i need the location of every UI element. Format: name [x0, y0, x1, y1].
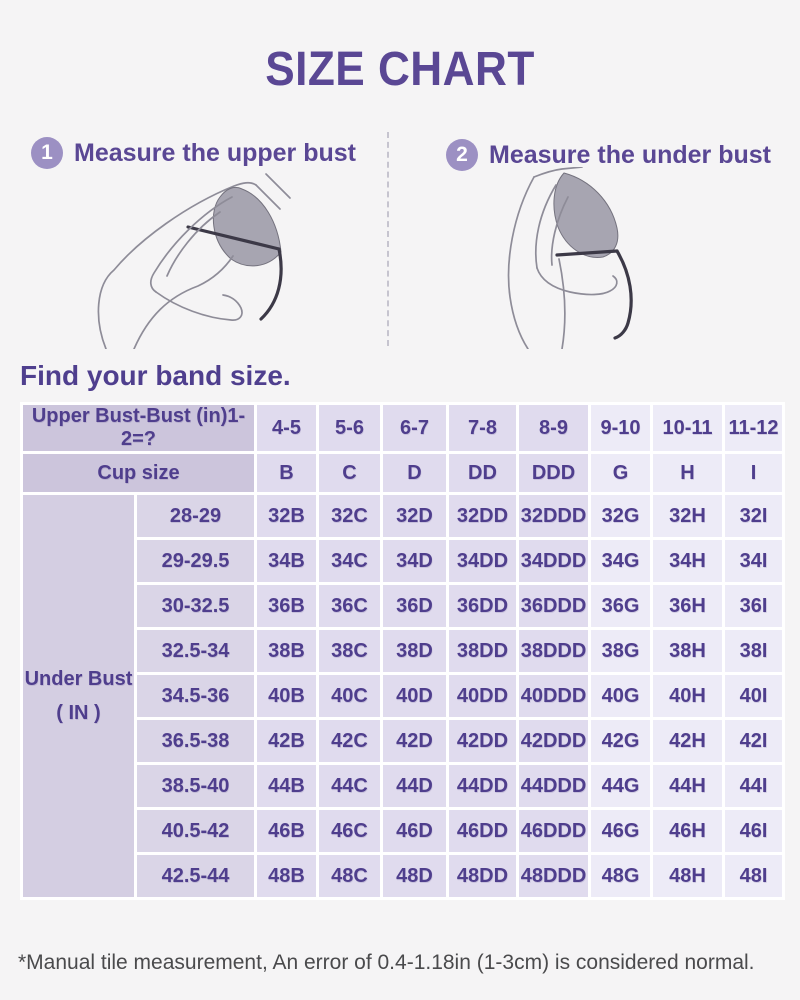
bra-size-cell: 42H [652, 719, 724, 764]
bra-size-cell: 32DDD [518, 494, 590, 539]
size-table-body [22, 404, 784, 899]
bra-size-cell: 38D [382, 629, 448, 674]
bra-size-cell: 34C [318, 539, 382, 584]
under-bust-range-cell: 42.5-44 [136, 854, 256, 899]
measurement-footnote: *Manual tile measurement, An error of 0.4-1.18in (1-3cm) is considered normal. [18, 951, 755, 974]
diff-header-cell: 9-10 [590, 404, 652, 453]
bra-size-cell: 48DDD [518, 854, 590, 899]
size-table-row [22, 629, 784, 674]
bra-size-cell: 46DDD [518, 809, 590, 854]
step-1 [31, 136, 356, 170]
bra-size-cell: 42DDD [518, 719, 590, 764]
bra-size-cell: 44D [382, 764, 448, 809]
under-bust-label-line1: Under Bust [24, 668, 133, 690]
step-2-number-badge: 2 [446, 139, 478, 171]
bra-size-cell: 48C [318, 854, 382, 899]
bra-size-cell: 36G [590, 584, 652, 629]
cup-size-cell: D [382, 453, 448, 494]
bra-size-cell: 36B [256, 584, 318, 629]
bra-size-cell: 38B [256, 629, 318, 674]
bra-size-cell: 32G [590, 494, 652, 539]
under-bust-range-cell: 40.5-42 [136, 809, 256, 854]
page-title: SIZE CHART [265, 43, 535, 96]
bra-size-cell: 40H [652, 674, 724, 719]
under-bust-range-cell: 38.5-40 [136, 764, 256, 809]
bra-size-cell: 46G [590, 809, 652, 854]
bra-size-cell: 46DD [448, 809, 518, 854]
bra-size-cell: 42D [382, 719, 448, 764]
bra-size-cell: 36I [724, 584, 784, 629]
bra-size-cell: 44G [590, 764, 652, 809]
diff-header-cell: 10-11 [652, 404, 724, 453]
bra-size-cell: 44H [652, 764, 724, 809]
diff-header-cell: 5-6 [318, 404, 382, 453]
diff-header-cell: 11-12 [724, 404, 784, 453]
bra-size-cell: 46I [724, 809, 784, 854]
bra-size-cell: 34I [724, 539, 784, 584]
diff-header-cell: 6-7 [382, 404, 448, 453]
bra-size-cell: 42DD [448, 719, 518, 764]
bra-size-cell: 44C [318, 764, 382, 809]
size-table-row [22, 494, 784, 539]
bra-size-cell: 40DD [448, 674, 518, 719]
cup-size-cell: I [724, 453, 784, 494]
bra-size-cell: 40C [318, 674, 382, 719]
bra-size-cell: 34H [652, 539, 724, 584]
diff-header-cell: 8-9 [518, 404, 590, 453]
bra-size-cell: 48DD [448, 854, 518, 899]
size-table-row [22, 854, 784, 899]
bra-size-cell: 40DDD [518, 674, 590, 719]
under-bust-range-cell: 36.5-38 [136, 719, 256, 764]
upper-bust-figure-illustration [92, 167, 392, 349]
bra-size-cell: 34B [256, 539, 318, 584]
bra-size-cell: 34G [590, 539, 652, 584]
bra-size-cell: 42I [724, 719, 784, 764]
cup-size-cell: B [256, 453, 318, 494]
bra-size-cell: 44I [724, 764, 784, 809]
under-bust-figure-illustration [438, 167, 738, 349]
cup-size-label-cell: Cup size [22, 453, 256, 494]
bra-size-cell: 46H [652, 809, 724, 854]
size-table [20, 402, 785, 900]
bra-size-cell: 38I [724, 629, 784, 674]
cup-size-cell: H [652, 453, 724, 494]
cup-size-cell: C [318, 453, 382, 494]
bra-size-cell: 44DDD [518, 764, 590, 809]
under-bust-range-cell: 34.5-36 [136, 674, 256, 719]
bra-size-cell: 38DD [448, 629, 518, 674]
under-bust-side-label-cell [22, 494, 136, 899]
bra-size-cell: 38H [652, 629, 724, 674]
bra-size-cell: 44DD [448, 764, 518, 809]
bra-size-cell: 42C [318, 719, 382, 764]
bra-size-cell: 36D [382, 584, 448, 629]
step-2-label: Measure the under bust [489, 140, 771, 169]
under-bust-label-line2: ( IN ) [56, 702, 101, 724]
bra-size-cell: 32I [724, 494, 784, 539]
bra-size-cell: 48H [652, 854, 724, 899]
size-table-row [22, 584, 784, 629]
cup-size-cell: G [590, 453, 652, 494]
bra-size-cell: 48I [724, 854, 784, 899]
bra-size-cell: 36C [318, 584, 382, 629]
band-size-heading: Find your band size. [20, 360, 291, 391]
under-bust-range-cell: 30-32.5 [136, 584, 256, 629]
bra-size-cell: 40D [382, 674, 448, 719]
bra-size-cell: 36DDD [518, 584, 590, 629]
bra-size-cell: 34DDD [518, 539, 590, 584]
bra-size-cell: 32D [382, 494, 448, 539]
under-bust-range-cell: 29-29.5 [136, 539, 256, 584]
step-1-label: Measure the upper bust [74, 138, 356, 167]
bra-size-cell: 40G [590, 674, 652, 719]
under-bust-range-cell: 32.5-34 [136, 629, 256, 674]
bra-size-cell: 40I [724, 674, 784, 719]
bra-size-cell: 40B [256, 674, 318, 719]
step-1-number-badge: 1 [31, 137, 63, 169]
bra-size-cell: 48G [590, 854, 652, 899]
bra-size-cell: 34D [382, 539, 448, 584]
bra-size-cell: 46C [318, 809, 382, 854]
cup-size-cell: DDD [518, 453, 590, 494]
bra-size-cell: 32H [652, 494, 724, 539]
bra-size-cell: 44B [256, 764, 318, 809]
bra-size-cell: 38C [318, 629, 382, 674]
bra-size-cell: 32C [318, 494, 382, 539]
bra-size-cell: 48B [256, 854, 318, 899]
size-table-row [22, 674, 784, 719]
bra-size-cell: 36H [652, 584, 724, 629]
bra-size-cell: 32DD [448, 494, 518, 539]
cup-size-cell: DD [448, 453, 518, 494]
bra-size-cell: 46D [382, 809, 448, 854]
bra-size-cell: 46B [256, 809, 318, 854]
under-bust-range-cell: 28-29 [136, 494, 256, 539]
size-table-row [22, 809, 784, 854]
bra-size-cell: 38G [590, 629, 652, 674]
diff-header-cell: 7-8 [448, 404, 518, 453]
bra-size-cell: 32B [256, 494, 318, 539]
size-table-row [22, 539, 784, 584]
size-table-row [22, 764, 784, 809]
diff-header-label-cell: Upper Bust-Bust (in)1-2=? [22, 404, 256, 453]
bra-size-cell: 38DDD [518, 629, 590, 674]
bra-size-cell: 42B [256, 719, 318, 764]
size-table-row [22, 719, 784, 764]
bra-size-cell: 36DD [448, 584, 518, 629]
bra-size-cell: 48D [382, 854, 448, 899]
bra-size-cell: 34DD [448, 539, 518, 584]
bra-size-cell: 42G [590, 719, 652, 764]
diff-header-cell: 4-5 [256, 404, 318, 453]
